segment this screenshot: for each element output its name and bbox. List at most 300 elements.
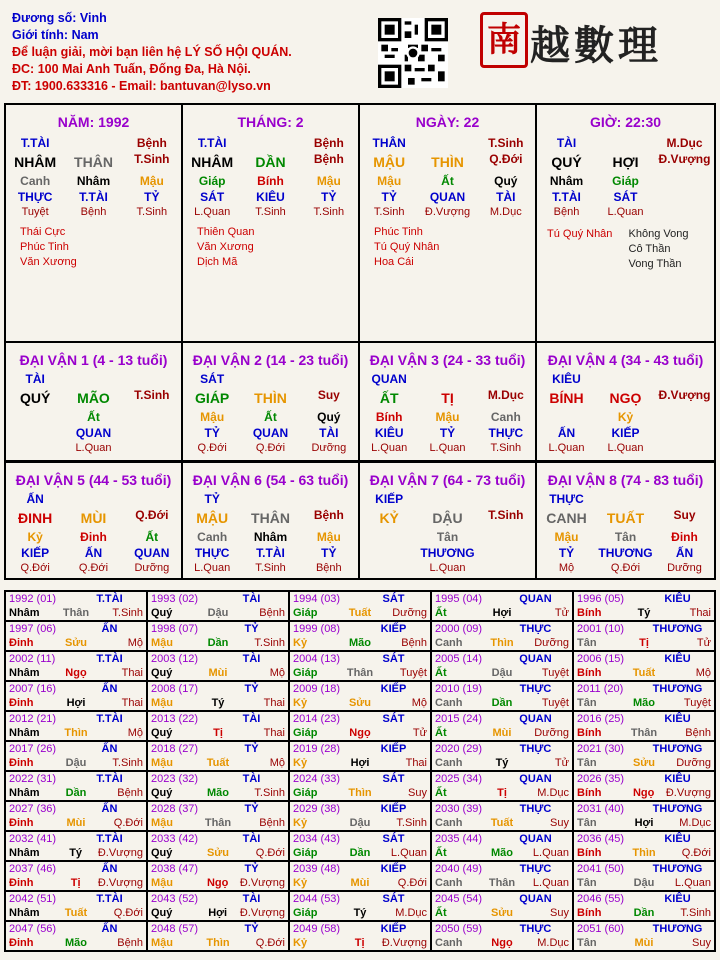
year-stem: Giáp <box>293 787 318 799</box>
hidden-stem: Ất <box>441 174 454 188</box>
year-god: ẤN <box>101 803 118 815</box>
hidden-stage: Q.Đới <box>255 442 286 454</box>
year-god: KIẾP <box>380 923 407 935</box>
year-label: 2048 (57) <box>151 923 199 935</box>
year-god: T.TÀI <box>96 593 123 605</box>
hidden-god: THƯƠNG <box>598 546 653 560</box>
pillar-title: THÁNG: 2 <box>237 114 304 130</box>
year-label: 2024 (33) <box>293 773 341 785</box>
annual-cell <box>432 802 572 830</box>
annual-cell <box>148 772 288 800</box>
dai-van-cell <box>537 343 714 460</box>
pillar-title: NGÀY: 22 <box>415 114 480 130</box>
year-label: 2013 (22) <box>151 713 199 725</box>
year-branch: Mùi <box>634 937 654 949</box>
annual-cell <box>148 862 288 890</box>
year-label: 2042 (51) <box>9 893 57 905</box>
heavenly-stem: BÍNH <box>549 390 584 406</box>
year-label: 2040 (49) <box>435 863 483 875</box>
year-stem: Tân <box>577 757 597 769</box>
year-stem: Bính <box>577 847 602 859</box>
year-stem: Nhâm <box>9 847 40 859</box>
star: Tú Quý Nhân <box>547 228 613 240</box>
year-god: T.TÀI <box>96 833 123 845</box>
year-stage: Bệnh <box>117 787 143 799</box>
hidden-god: ẤN <box>557 426 576 440</box>
year-branch: Tý <box>495 757 509 769</box>
year-god: TỶ <box>244 623 259 635</box>
hidden-god <box>477 545 535 561</box>
year-branch: Ngọ <box>65 667 87 679</box>
year-god: KIẾP <box>380 863 407 875</box>
annual-cell <box>290 862 430 890</box>
annual-cell <box>6 862 146 890</box>
year-branch: Mão <box>206 787 229 799</box>
dai-van-god: KIÊU <box>552 372 581 386</box>
hidden-stage: Bệnh <box>553 206 580 218</box>
year-label: 2039 (48) <box>293 863 341 875</box>
hidden-stage: Q.Đới <box>20 562 50 574</box>
year-stage: Đ.Vượng <box>97 847 143 859</box>
year-branch: Mão <box>490 847 513 859</box>
year-stage: Dưỡng <box>534 727 569 739</box>
year-label: 2007 (16) <box>9 683 57 695</box>
year-god: THỰC <box>519 863 552 875</box>
pillar-stars <box>537 219 714 272</box>
hidden-stage: Q.Đới <box>610 562 641 574</box>
hidden-stem <box>537 409 596 425</box>
branch-stage: Suy <box>317 388 340 402</box>
year-branch: Dậu <box>491 667 513 679</box>
annual-cell <box>148 652 288 680</box>
hidden-stem: Mậu <box>139 174 164 188</box>
year-stage: Mộ <box>269 667 285 679</box>
dai-van-title: ĐẠI VẬN 7 (64 - 73 tuổi) <box>369 472 526 488</box>
hidden-stage: L.Quan <box>194 562 231 574</box>
year-stem: Quý <box>151 607 173 619</box>
year-label: 2018 (27) <box>151 743 199 755</box>
dai-van-cell <box>360 343 537 460</box>
owner-name: Đương số: Vinh <box>12 11 107 25</box>
year-god: TỶ <box>244 743 259 755</box>
year-stem: Quý <box>151 847 173 859</box>
year-branch: Thân <box>488 877 516 889</box>
year-god: QUAN <box>519 593 552 605</box>
year-stem: Quý <box>151 727 173 739</box>
year-stage: L.Quan <box>532 877 569 889</box>
hidden-stem: Mậu <box>316 530 341 544</box>
dai-van-god: SÁT <box>200 372 225 386</box>
dai-van-title: ĐẠI VẬN 2 (14 - 23 tuổi) <box>192 352 349 368</box>
dai-van-cell <box>183 463 360 578</box>
hidden-stem: Ất <box>87 410 100 424</box>
year-stem: Bính <box>577 787 602 799</box>
hidden-stem <box>360 529 418 545</box>
hidden-god: ẤN <box>84 546 103 560</box>
year-branch: Tuất <box>206 757 230 769</box>
annual-cell <box>290 772 430 800</box>
year-god: KIẾP <box>380 623 407 635</box>
year-branch: Thìn <box>348 787 372 799</box>
annual-cell <box>574 772 714 800</box>
year-stem: Quý <box>151 907 173 919</box>
year-branch: Thìn <box>632 847 656 859</box>
year-branch: Ngọ <box>349 727 371 739</box>
year-god: KIẾP <box>380 743 407 755</box>
branch-stage: Q.Đới <box>135 508 169 522</box>
year-label: 2011 (20) <box>577 683 624 695</box>
year-branch: Hợi <box>208 907 228 919</box>
year-stage: M.Dục <box>395 907 427 919</box>
branch-stage: Đ.Vượng <box>658 388 711 402</box>
year-branch: Dần <box>65 787 87 799</box>
pillar-stage: T.Sinh <box>488 136 524 150</box>
hidden-stage: M.Dục <box>489 206 522 218</box>
dai-van-row-2 <box>4 461 716 580</box>
year-label: 2028 (37) <box>151 803 199 815</box>
year-stage: L.Quan <box>532 847 569 859</box>
year-branch: Tị <box>213 727 223 739</box>
year-label: 2038 (47) <box>151 863 199 875</box>
year-stem: Canh <box>435 937 463 949</box>
year-label: 2020 (29) <box>435 743 483 755</box>
year-stem: Giáp <box>293 727 318 739</box>
year-god: T.TÀI <box>96 893 123 905</box>
year-stem: Ất <box>435 727 447 739</box>
year-label: 2005 (14) <box>435 653 483 665</box>
hidden-stem: Mậu <box>200 410 225 424</box>
branch-stage: T.Sinh <box>134 152 170 166</box>
year-stem: Canh <box>435 757 463 769</box>
year-branch: Hợi <box>66 697 86 709</box>
year-branch: Thân <box>630 727 658 739</box>
year-branch: Mùi <box>350 877 370 889</box>
year-god: SÁT <box>382 833 405 845</box>
hidden-god: QUAN <box>75 426 112 440</box>
year-stem: Tân <box>577 697 597 709</box>
year-branch: Sửu <box>348 697 371 709</box>
year-god: ẤN <box>101 683 118 695</box>
hidden-stage: L.Quan <box>607 442 644 454</box>
hidden-stage: L.Quan <box>429 442 466 454</box>
pillar-stars <box>6 219 181 270</box>
logo-text: 越數理 <box>530 22 662 69</box>
year-stage: L.Quan <box>674 877 711 889</box>
year-god: THƯƠNG <box>652 743 703 755</box>
hidden-stem: Tân <box>614 530 637 544</box>
branch-stage: T.Sinh <box>488 508 524 522</box>
hidden-god <box>123 425 181 441</box>
year-label: 2046 (55) <box>577 893 625 905</box>
branch-stage: M.Dục <box>487 388 524 402</box>
year-god: SÁT <box>382 653 405 665</box>
year-label: 2044 (53) <box>293 893 341 905</box>
year-label: 2022 (31) <box>9 773 57 785</box>
year-branch: Thìn <box>206 937 230 949</box>
year-label: 2002 (11) <box>9 653 56 665</box>
dai-van-cell <box>6 463 183 578</box>
year-stem: Mậu <box>151 817 173 829</box>
earthly-branch: MÃO <box>77 390 110 406</box>
year-god: T.TÀI <box>96 713 123 725</box>
year-stage: Thai <box>121 697 143 709</box>
hidden-god: KIẾP <box>21 546 50 560</box>
year-stem: Đinh <box>9 937 34 949</box>
earthly-branch: THÂN <box>251 510 290 526</box>
year-branch: Dậu <box>349 817 371 829</box>
hidden-god: T.TÀI <box>79 190 108 204</box>
year-stem: Giáp <box>293 607 318 619</box>
year-branch: Dần <box>633 907 655 919</box>
year-label: 2035 (44) <box>435 833 483 845</box>
year-god: THƯƠNG <box>652 683 703 695</box>
branch-stage: T.Sinh <box>134 388 170 402</box>
hidden-god: KIÊU <box>374 426 404 440</box>
annual-cell <box>6 682 146 710</box>
year-branch: Tuất <box>490 817 514 829</box>
year-god: THỰC <box>519 623 552 635</box>
hidden-stem <box>477 529 535 545</box>
year-god: KIẾP <box>380 803 407 815</box>
contact-note: Để luận giải, mời bạn liên hệ LÝ SỐ HỘI QUÁN. <box>12 45 292 59</box>
year-label: 2004 (13) <box>293 653 341 665</box>
year-branch: Mùi <box>66 817 86 829</box>
year-label: 1994 (03) <box>293 593 341 605</box>
hidden-stem: Mậu <box>316 174 341 188</box>
year-god: KIÊU <box>664 593 691 605</box>
year-label: 2037 (46) <box>9 863 57 875</box>
year-branch: Tuất <box>64 907 88 919</box>
earthly-branch: HỢI <box>612 154 639 170</box>
year-stage: T.Sinh <box>680 907 711 919</box>
year-label: 2029 (38) <box>293 803 341 815</box>
hidden-god: TÀI <box>496 190 516 204</box>
year-stage: Thai <box>121 667 143 679</box>
hidden-stem <box>123 409 181 425</box>
dai-van-cell <box>183 343 360 460</box>
annual-cell <box>6 802 146 830</box>
annual-cell <box>290 622 430 650</box>
year-stem: Nhâm <box>9 727 40 739</box>
year-label: 1993 (02) <box>151 593 199 605</box>
dai-van-god: ẤN <box>26 492 44 506</box>
hidden-stage: T.Sinh <box>255 206 286 218</box>
year-god: SÁT <box>382 773 405 785</box>
year-stem: Ất <box>435 847 447 859</box>
year-label: 2001 (10) <box>577 623 625 635</box>
year-branch: Ngọ <box>206 877 229 889</box>
year-stage: Đ.Vượng <box>239 907 285 919</box>
year-stage: Thai <box>689 607 711 619</box>
year-stem: Ất <box>435 667 447 679</box>
hidden-stem: Bính <box>257 174 284 188</box>
year-god: KIÊU <box>664 893 691 905</box>
year-god: TÀI <box>242 773 261 785</box>
annual-cell <box>290 802 430 830</box>
hidden-god: KIÊU <box>256 190 285 204</box>
year-god: T.TÀI <box>96 773 123 785</box>
year-stage: Dưỡng <box>676 757 711 769</box>
year-stage: Q.Đới <box>113 817 143 829</box>
hidden-stage: Bệnh <box>80 206 107 218</box>
annual-cell <box>574 592 714 620</box>
annual-cell <box>148 832 288 860</box>
hidden-god: T.TÀI <box>552 190 581 204</box>
annual-cell <box>6 712 146 740</box>
annual-cell <box>432 652 572 680</box>
year-stage: Bệnh <box>401 637 427 649</box>
year-god: SÁT <box>382 893 405 905</box>
hidden-stem: Giáp <box>612 174 639 188</box>
gender: Giới tính: Nam <box>12 28 99 42</box>
pillar-stars <box>183 219 358 270</box>
pillar-god: T.TÀI <box>20 136 50 150</box>
year-god: SÁT <box>382 593 405 605</box>
year-branch: Thìn <box>64 727 88 739</box>
dai-van-god: QUAN <box>371 372 407 386</box>
year-branch: Dần <box>491 697 513 709</box>
year-stage: Suy <box>692 937 711 949</box>
year-stem: Tân <box>577 937 597 949</box>
dai-van-row-1 <box>4 343 716 462</box>
year-god: THƯƠNG <box>652 803 703 815</box>
branch-stage: Bệnh <box>313 508 344 522</box>
hidden-stage: Q.Đới <box>197 442 227 454</box>
year-god: TÀI <box>242 593 261 605</box>
hidden-god: SÁT <box>613 190 638 204</box>
year-god: KIẾP <box>380 683 407 695</box>
year-god: TỶ <box>244 863 259 875</box>
year-stem: Giáp <box>293 847 318 859</box>
hidden-stage: Dưỡng <box>667 562 702 574</box>
hidden-god: SÁT <box>200 190 225 204</box>
earthly-branch: TUẤT <box>606 510 645 526</box>
year-label: 2043 (52) <box>151 893 199 905</box>
year-branch: Ngọ <box>632 787 655 799</box>
year-label: 2030 (39) <box>435 803 483 815</box>
hidden-stem: Kỷ <box>27 530 43 544</box>
annual-luck-table <box>4 590 716 952</box>
year-stage: Tuyệt <box>683 697 711 709</box>
year-god: TÀI <box>242 893 261 905</box>
dai-van-god: TỶ <box>204 492 220 506</box>
hidden-stem: Bính <box>375 410 403 424</box>
hidden-stage <box>360 561 418 575</box>
year-stem: Kỷ <box>293 937 308 949</box>
annual-cell <box>290 892 430 920</box>
dai-van-title: ĐẠI VẬN 4 (34 - 43 tuổi) <box>547 352 704 368</box>
year-stage: Suy <box>408 787 427 799</box>
star: Không Vong <box>628 228 689 240</box>
earthly-branch: THÌN <box>254 390 287 406</box>
year-stem: Bính <box>577 727 602 739</box>
header-info <box>12 10 292 95</box>
year-stem: Kỷ <box>293 877 308 889</box>
dai-van-god: TÀI <box>25 372 45 386</box>
hidden-stem: Tân <box>436 530 459 544</box>
annual-cell <box>6 892 146 920</box>
hidden-stage: Dưỡng <box>311 442 347 454</box>
year-branch: Mão <box>64 937 87 949</box>
year-stage: Q.Đới <box>255 937 285 949</box>
star: Thiên Quan <box>197 226 255 238</box>
heavenly-stem: NHÂM <box>191 154 234 170</box>
pillar-god: TÀI <box>556 136 577 150</box>
year-stage: T.Sinh <box>254 787 285 799</box>
year-label: 2003 (12) <box>151 653 199 665</box>
year-god: QUAN <box>519 713 552 725</box>
year-stage: Q.Đới <box>681 847 711 859</box>
year-branch: Dậu <box>633 877 655 889</box>
year-branch: Mão <box>632 697 655 709</box>
year-stem: Giáp <box>293 667 318 679</box>
address: ĐC: 100 Mai Anh Tuấn, Đống Đa, Hà Nội. <box>12 62 251 76</box>
hidden-god: THỰC <box>17 190 53 204</box>
year-branch: Tý <box>69 847 83 859</box>
year-stem: Nhâm <box>9 607 40 619</box>
heavenly-stem: KỶ <box>379 510 399 526</box>
annual-cell <box>574 862 714 890</box>
hidden-stem: Nhâm <box>549 174 584 188</box>
year-stage: Tuyệt <box>399 667 427 679</box>
year-label: 2034 (43) <box>293 833 341 845</box>
year-branch: Thân <box>62 607 90 619</box>
hidden-god: THỰC <box>488 426 524 440</box>
hidden-god: QUAN <box>134 546 170 560</box>
pillar-year <box>6 105 183 341</box>
annual-cell <box>574 742 714 770</box>
annual-cell <box>432 832 572 860</box>
earthly-branch: DẬU <box>432 510 463 526</box>
hidden-stage: Tuyệt <box>21 206 49 218</box>
year-god: TỶ <box>244 803 259 815</box>
year-branch: Dậu <box>65 757 87 769</box>
earthly-branch: DẦN <box>255 154 286 170</box>
year-branch: Sửu <box>206 847 229 859</box>
year-stem: Giáp <box>293 907 318 919</box>
hidden-stem: Kỷ <box>617 410 634 424</box>
year-stage: M.Dục <box>537 787 569 799</box>
hidden-god: THỰC <box>194 546 230 560</box>
year-stage: M.Dục <box>537 937 569 949</box>
annual-cell <box>290 922 430 950</box>
year-branch: Thân <box>346 667 374 679</box>
year-label: 2051 (60) <box>577 923 625 935</box>
year-god: KIÊU <box>664 773 691 785</box>
hidden-stage: L.Quan <box>371 442 408 454</box>
hidden-stem: Giáp <box>198 174 226 188</box>
branch-stage: Bệnh <box>313 152 344 166</box>
annual-cell <box>432 892 572 920</box>
year-stem: Đinh <box>9 697 34 709</box>
annual-cell <box>432 712 572 740</box>
year-stem: Tân <box>577 817 597 829</box>
hidden-stem: Canh <box>490 410 521 424</box>
year-stem: Canh <box>435 697 463 709</box>
earthly-branch: NGỌ <box>609 390 642 406</box>
year-god: TỶ <box>244 923 259 935</box>
hidden-stage: Mộ <box>558 562 575 574</box>
hidden-stage: T.Sinh <box>255 562 286 574</box>
year-god: QUAN <box>519 893 552 905</box>
year-stem: Kỷ <box>293 757 308 769</box>
year-label: 2012 (21) <box>9 713 57 725</box>
hidden-stem: Mậu <box>554 530 579 544</box>
year-stem: Nhâm <box>9 787 40 799</box>
year-god: THỰC <box>519 923 552 935</box>
annual-cell <box>574 832 714 860</box>
year-god: THƯƠNG <box>652 923 703 935</box>
